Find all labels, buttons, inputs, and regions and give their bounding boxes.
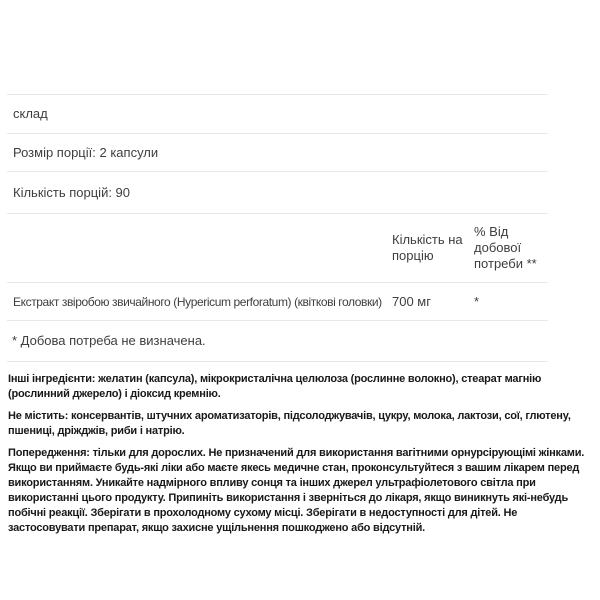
table-footnote-row — [7, 320, 548, 362]
servings-count-text: Кількість порцій: 90 — [13, 184, 131, 200]
serving-size-text: Розмір порції: 2 капсули — [13, 144, 159, 160]
table-row-servings-count — [7, 171, 548, 213]
column-header-amount-per-serving: Кількість на порцію — [392, 232, 463, 263]
table-row-ingredient — [7, 282, 548, 320]
product-details-text — [8, 372, 593, 543]
ingredient-name: Екстракт звіробою звичайного (Hypericum perforatum) (квіткові головки) — [13, 294, 382, 309]
table-header-row — [7, 213, 548, 282]
section-label: склад — [13, 106, 48, 121]
ingredient-daily-value: * — [474, 293, 480, 309]
footnote-text: * Добова потреба не визначена. — [12, 333, 206, 348]
supplement-facts-table — [7, 94, 548, 362]
other-ingredients-paragraph: Інші інгредієнти: желатин (капсула), мікрокристалічна целюлоза (рослинне волокно), стеарат магнію (рослинний джерело) і діоксид кремнію. — [8, 373, 542, 400]
column-header-daily-value: % Від добової потреби ** — [474, 224, 537, 271]
table-row-serving-size — [7, 133, 548, 171]
table-row-section-label — [7, 94, 548, 133]
ingredient-amount: 700 мг — [392, 293, 431, 309]
warnings-paragraph: Попередження: тільки для дорослих. Не призначений для використання вагітними орнурсірующімі жінками. Якщо ви приймаєте будь-які ліки або маєте якесь медичне стан, проконсультуйтеся з вашим лікарем перед використанням. Уникайте надмірного впливу сонця та інших джерел ультрафіолетового світла при використанні цього продукту. Припиніть використання і зверніться до лікаря, якщо виникнуть які-небудь побічні реакції. Зберігати в прохолодному сухому місці. Зберігати в недоступності для дітей. Не застосовувати препарат, якщо захисне ущільнення пошкоджено або відсутній. — [8, 447, 585, 534]
does-not-contain-paragraph: Не містить: консервантів, штучних ароматизаторів, підсолоджувачів, цукру, молока, лактози, сої, глютену, пшениці, дріжджів, риби і натрію. — [8, 410, 571, 437]
